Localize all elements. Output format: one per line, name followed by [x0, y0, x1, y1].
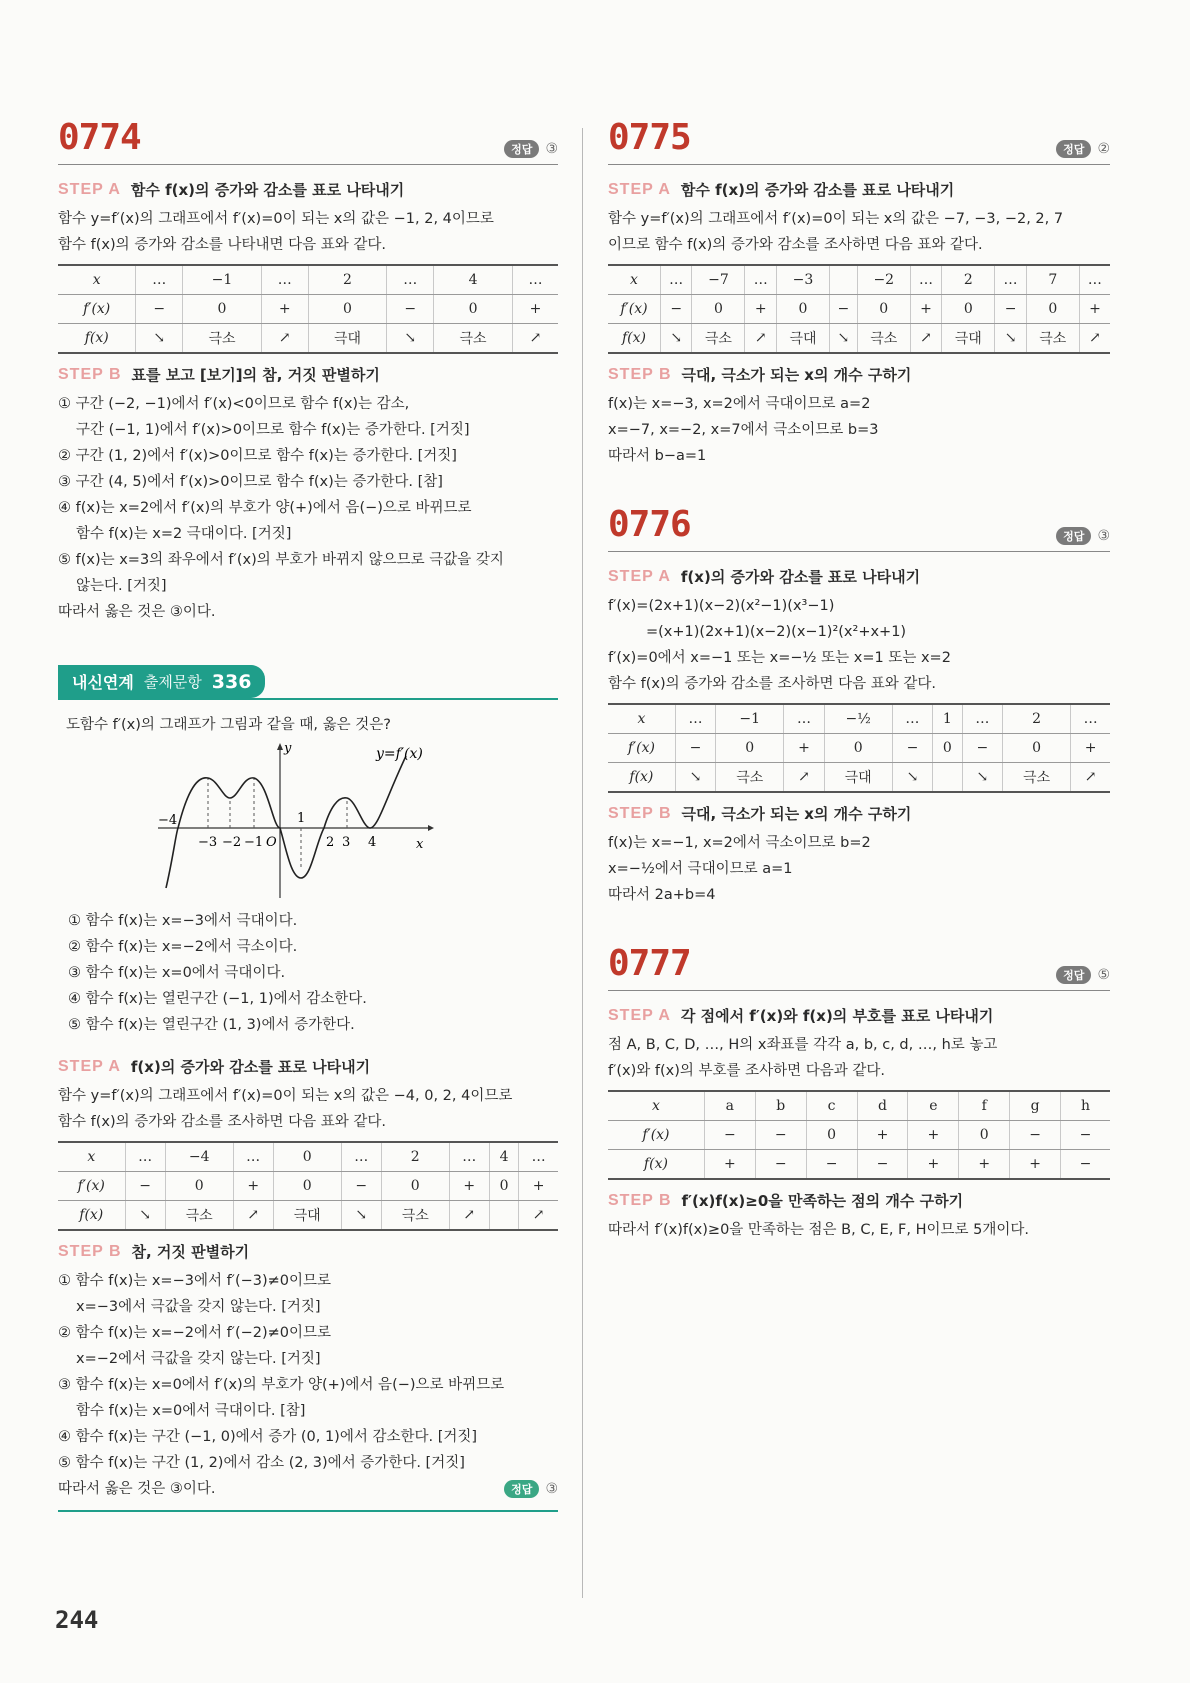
- table-cell: ↘: [892, 763, 932, 793]
- table-cell: 극소: [1003, 763, 1071, 793]
- answer-label: 정답: [1056, 966, 1091, 984]
- x-label: x: [416, 837, 424, 852]
- table-cell: ↘: [387, 324, 434, 354]
- table-cell: …: [519, 1142, 558, 1172]
- table-cell: d: [857, 1091, 908, 1121]
- problem-0777: [608, 944, 1110, 1243]
- table-cell: …: [962, 704, 1002, 734]
- answer-value: ③: [1097, 528, 1110, 544]
- table-cell: +: [233, 1172, 273, 1201]
- row-header-cell: f′(x): [58, 295, 136, 324]
- answer-label: 정답: [504, 1480, 539, 1498]
- table-cell: −: [136, 295, 183, 324]
- list-item: x=−3에서 극값을 갖지 않는다. [거짓]: [76, 1299, 321, 1315]
- table-row: [608, 1150, 1110, 1180]
- table-row: [58, 1201, 558, 1231]
- table-cell: ↘: [660, 324, 691, 354]
- table-cell: g: [1010, 1091, 1061, 1121]
- table-cell: 0: [434, 295, 513, 324]
- table-cell: …: [995, 265, 1026, 295]
- row-header-cell: f(x): [608, 763, 675, 793]
- table-cell: 극소: [716, 763, 784, 793]
- table-cell: 0: [959, 1121, 1010, 1150]
- table-row: [58, 295, 558, 324]
- table-cell: −: [1061, 1150, 1110, 1180]
- tick-4: 4: [368, 835, 377, 850]
- table-cell: …: [892, 704, 932, 734]
- row-header-cell: x: [608, 704, 675, 734]
- table-cell: 극소: [1026, 324, 1079, 354]
- text-line: f(x)는 x=−1, x=2에서 극소이므로 b=2: [608, 835, 871, 851]
- sign-table: [608, 1090, 1110, 1180]
- table-cell: ↘: [341, 1201, 381, 1231]
- step-tag: STEP A: [58, 180, 121, 198]
- table-cell: [489, 1201, 518, 1231]
- table-cell: 0: [824, 734, 892, 763]
- tick-1: 1: [297, 811, 306, 826]
- list-item: ④ 함수 f(x)는 구간 (−1, 0)에서 증가 (0, 1)에서 감소한다. [거짓]: [58, 1429, 478, 1445]
- table-cell: +: [261, 295, 308, 324]
- table-cell: ↘: [962, 763, 1002, 793]
- item-list: [58, 391, 558, 625]
- table-cell: 0: [857, 295, 910, 324]
- step-tag: STEP B: [58, 365, 122, 383]
- list-item: 함수 f(x)는 x=2 극대이다. [거짓]: [76, 526, 292, 542]
- table-cell: ↗: [784, 763, 824, 793]
- step-tag: STEP A: [58, 1057, 121, 1075]
- table-cell: 0: [489, 1172, 518, 1201]
- row-header-cell: f′(x): [608, 295, 660, 324]
- step-title: f′(x)f(x)≥0을 만족하는 점의 개수 구하기: [681, 1192, 964, 1210]
- table-cell: …: [387, 265, 434, 295]
- row-header-cell: f(x): [608, 1150, 704, 1180]
- table-cell: …: [784, 704, 824, 734]
- table-cell: 극대: [776, 324, 829, 354]
- text-line: 따라서 2a+b=4: [608, 887, 716, 903]
- table-cell: −4: [165, 1142, 233, 1172]
- banner-number: 336: [211, 670, 252, 693]
- table-cell: 극대: [308, 324, 387, 354]
- text-line: f′(x)=(2x+1)(x−2)(x²−1)(x³−1): [608, 598, 835, 614]
- text-line: 따라서 f′(x)f(x)≥0을 만족하는 점은 B, C, E, F, H이므로 5개이다.: [608, 1222, 1030, 1238]
- tick-neg1: −1: [244, 835, 264, 850]
- derivative-curve: [166, 756, 406, 888]
- table-cell: −: [1061, 1121, 1110, 1150]
- list-item: x=−2에서 극값을 갖지 않는다. [거짓]: [76, 1351, 321, 1367]
- table-cell: …: [745, 265, 776, 295]
- sign-table: [58, 264, 558, 354]
- conclusion-row: [58, 1476, 558, 1502]
- table-row: [608, 1121, 1110, 1150]
- table-cell: −2: [857, 265, 910, 295]
- table-cell: …: [261, 265, 308, 295]
- table-cell: c: [806, 1091, 857, 1121]
- table-cell: −: [387, 295, 434, 324]
- step-tag: STEP B: [608, 365, 672, 383]
- choice: ② 함수 f(x)는 x=−2에서 극소이다.: [68, 939, 298, 955]
- section-end-rule: [58, 1510, 558, 1512]
- table-row: [58, 1172, 558, 1201]
- row-header-cell: f(x): [608, 324, 660, 354]
- text-line: f′(x)=0에서 x=−1 또는 x=−½ 또는 x=1 또는 x=2: [608, 650, 951, 666]
- row-header-cell: f′(x): [608, 734, 675, 763]
- table-cell: 0: [1003, 734, 1071, 763]
- text-line: 함수 f(x)의 증가와 감소를 조사하면 다음 표와 같다.: [58, 1114, 387, 1130]
- text-line: 함수 f(x)의 증가와 감소를 조사하면 다음 표와 같다.: [608, 676, 937, 692]
- table-cell: +: [519, 1172, 558, 1201]
- table-cell: 2: [381, 1142, 449, 1172]
- row-header-cell: f′(x): [58, 1172, 125, 1201]
- table-cell: f: [959, 1091, 1010, 1121]
- table-cell: +: [1010, 1150, 1061, 1180]
- table-cell: −: [675, 734, 715, 763]
- table-cell: ↗: [449, 1201, 489, 1231]
- table-cell: +: [1079, 295, 1110, 324]
- row-header-cell: x: [58, 265, 136, 295]
- table-cell: 0: [933, 734, 963, 763]
- table-row: [608, 1091, 1110, 1121]
- table-cell: ↗: [910, 324, 941, 354]
- table-cell: [830, 265, 858, 295]
- text-line: f′(x)와 f(x)의 부호를 조사하면 다음과 같다.: [608, 1063, 886, 1079]
- step-b-heading: [608, 1190, 1110, 1211]
- step-title: 극대, 극소가 되는 x의 개수 구하기: [681, 366, 912, 384]
- table-cell: +: [908, 1121, 959, 1150]
- choice: ③ 함수 f(x)는 x=0에서 극대이다.: [68, 965, 286, 981]
- text-line: 함수 y=f′(x)의 그래프에서 f′(x)=0이 되는 x의 값은 −7, −3, −2, 2, 7: [608, 211, 1064, 227]
- table-cell: −1: [716, 704, 784, 734]
- column-divider: [582, 128, 583, 1598]
- answer-value: ③: [545, 141, 558, 157]
- step-tag: STEP B: [608, 804, 672, 822]
- choice: ④ 함수 f(x)는 열린구간 (−1, 1)에서 감소한다.: [68, 991, 367, 1007]
- table-cell: …: [660, 265, 691, 295]
- table-cell: …: [512, 265, 558, 295]
- sign-table: [58, 1141, 558, 1231]
- table-cell: −: [995, 295, 1026, 324]
- answer-badge: [504, 140, 558, 158]
- table-row: [58, 265, 558, 295]
- list-item: 구간 (−1, 1)에서 f′(x)>0이므로 함수 f(x)는 증가한다. [거짓]: [76, 422, 470, 438]
- table-cell: 0: [1026, 295, 1079, 324]
- table-cell: 극소: [857, 324, 910, 354]
- table-cell: ↘: [675, 763, 715, 793]
- table-cell: …: [136, 265, 183, 295]
- table-cell: −: [892, 734, 932, 763]
- row-header-cell: f′(x): [608, 1121, 704, 1150]
- answer-badge: [504, 1480, 558, 1498]
- table-cell: 극소: [183, 324, 262, 354]
- list-item: ② 구간 (1, 2)에서 f′(x)>0이므로 함수 f(x)는 증가한다. [거짓]: [58, 448, 457, 464]
- table-cell: −: [857, 1150, 908, 1180]
- table-cell: 극대: [273, 1201, 341, 1231]
- text-line: 함수 y=f′(x)의 그래프에서 f′(x)=0이 되는 x의 값은 −1, 2, 4이므로: [58, 211, 494, 227]
- problem-header: [608, 505, 1110, 552]
- question-text: 도함수 f′(x)의 그래프가 그림과 같을 때, 옳은 것은?: [66, 717, 391, 733]
- list-item: ③ 구간 (4, 5)에서 f′(x)>0이므로 함수 f(x)는 증가한다. [참]: [58, 474, 443, 490]
- table-cell: 4: [434, 265, 513, 295]
- y-label: y: [284, 741, 292, 756]
- text-line: 함수 y=f′(x)의 그래프에서 f′(x)=0이 되는 x의 값은 −4, 0, 2, 4이므로: [58, 1088, 513, 1104]
- answer-value: ⑤: [1097, 967, 1110, 983]
- table-row: [608, 324, 1110, 354]
- item-list: [58, 1268, 558, 1476]
- table-cell: 0: [273, 1142, 341, 1172]
- answer-badge: [1056, 966, 1110, 984]
- step-tag: STEP B: [58, 1242, 122, 1260]
- table-cell: 0: [308, 295, 387, 324]
- table-cell: +: [908, 1150, 959, 1180]
- problem-336: [58, 712, 558, 1512]
- row-header-cell: f(x): [58, 1201, 125, 1231]
- table-cell: −: [830, 295, 858, 324]
- list-item: ② 함수 f(x)는 x=−2에서 f′(−2)≠0이므로: [58, 1325, 332, 1341]
- table-cell: +: [910, 295, 941, 324]
- table-row: [608, 265, 1110, 295]
- table-cell: −: [962, 734, 1002, 763]
- text-line: =(x+1)(2x+1)(x−2)(x−1)²(x²+x+1): [646, 624, 907, 640]
- table-cell: 극소: [692, 324, 745, 354]
- step-tag: STEP A: [608, 180, 671, 198]
- table-cell: …: [125, 1142, 165, 1172]
- table-cell: 0: [165, 1172, 233, 1201]
- step-a-heading: [608, 566, 1110, 587]
- table-cell: −: [704, 1121, 755, 1150]
- tick-2: 2: [326, 835, 335, 850]
- list-item: 않는다. [거짓]: [76, 578, 167, 594]
- table-cell: −7: [692, 265, 745, 295]
- problem-number: 0775: [608, 117, 691, 158]
- table-cell: 0: [716, 734, 784, 763]
- problem-number: 0777: [608, 943, 691, 984]
- step-b-heading: [608, 803, 1110, 824]
- tick-neg2: −2: [222, 835, 242, 850]
- table-row: [608, 763, 1110, 793]
- table-cell: …: [675, 704, 715, 734]
- table-cell: −½: [824, 704, 892, 734]
- step-title: f(x)의 증가와 감소를 표로 나타내기: [130, 1058, 371, 1076]
- problem-0774: [58, 118, 558, 625]
- tick-3: 3: [342, 835, 351, 850]
- conclusion: 따라서 옳은 것은 ③이다.: [58, 1481, 216, 1497]
- related-problem-banner: [58, 665, 558, 700]
- list-item: ④ f(x)는 x=2에서 f′(x)의 부호가 양(+)에서 음(−)으로 바뀌므로: [58, 500, 472, 516]
- table-cell: +: [857, 1121, 908, 1150]
- step-title: 극대, 극소가 되는 x의 개수 구하기: [681, 805, 912, 823]
- origin-label: O: [266, 835, 277, 850]
- table-cell: −: [1010, 1121, 1061, 1150]
- banner-label: 내신연계: [72, 673, 134, 692]
- table-cell: h: [1061, 1091, 1110, 1121]
- step-title: 각 점에서 f′(x)와 f(x)의 부호를 표로 나타내기: [680, 1007, 994, 1025]
- answer-badge: [1056, 527, 1110, 545]
- table-row: [58, 324, 558, 354]
- table-cell: −3: [776, 265, 829, 295]
- table-cell: 7: [1026, 265, 1079, 295]
- table-cell: b: [755, 1091, 806, 1121]
- banner-sublabel: 출제문항: [143, 673, 202, 691]
- table-cell: 극소: [434, 324, 513, 354]
- table-cell: a: [704, 1091, 755, 1121]
- choice: ① 함수 f(x)는 x=−3에서 극대이다.: [68, 913, 298, 929]
- step-title: 참, 거짓 판별하기: [131, 1243, 250, 1261]
- row-header-cell: x: [608, 265, 660, 295]
- table-cell: 1: [933, 704, 963, 734]
- choice-list: [58, 908, 558, 1038]
- table-cell: 0: [183, 295, 262, 324]
- step-a-heading: [608, 179, 1110, 200]
- table-cell: …: [449, 1142, 489, 1172]
- tick-neg4: −4: [158, 813, 178, 828]
- list-item: ③ 함수 f(x)는 x=0에서 f′(x)의 부호가 양(+)에서 음(−)으로 바뀌므로: [58, 1377, 505, 1393]
- table-cell: +: [1071, 734, 1110, 763]
- table-cell: ↗: [1071, 763, 1110, 793]
- table-cell: …: [233, 1142, 273, 1172]
- left-column: [58, 118, 558, 1512]
- table-cell: −: [125, 1172, 165, 1201]
- table-cell: 0: [806, 1121, 857, 1150]
- row-header-cell: f(x): [58, 324, 136, 354]
- table-cell: …: [1071, 704, 1110, 734]
- x-axis-arrow: [428, 825, 434, 831]
- tick-neg3: −3: [198, 835, 218, 850]
- answer-badge: [1056, 140, 1110, 158]
- table-cell: ↘: [995, 324, 1026, 354]
- table-cell: −: [806, 1150, 857, 1180]
- table-cell: ↗: [261, 324, 308, 354]
- table-cell: 극소: [381, 1201, 449, 1231]
- step-tag: STEP A: [608, 567, 671, 585]
- table-cell: ↘: [830, 324, 858, 354]
- table-cell: +: [784, 734, 824, 763]
- answer-value: ③: [545, 1481, 558, 1497]
- step-tag: STEP A: [608, 1006, 671, 1024]
- table-cell: ↘: [136, 324, 183, 354]
- list-item: ① 구간 (−2, −1)에서 f′(x)<0이므로 함수 f(x)는 감소,: [58, 396, 410, 412]
- table-cell: +: [512, 295, 558, 324]
- table-cell: 극대: [942, 324, 995, 354]
- step-title: 함수 f(x)의 증가와 감소를 표로 나타내기: [680, 181, 955, 199]
- page-number: 244: [55, 1606, 99, 1634]
- row-header-cell: x: [608, 1091, 704, 1121]
- table-cell: ↗: [512, 324, 558, 354]
- table-cell: −: [660, 295, 691, 324]
- step-title: f(x)의 증가와 감소를 표로 나타내기: [680, 568, 921, 586]
- table-cell: +: [959, 1150, 1010, 1180]
- problem-number: 0776: [608, 504, 691, 545]
- table-cell: −: [341, 1172, 381, 1201]
- table-cell: e: [908, 1091, 959, 1121]
- text-line: 이므로 함수 f(x)의 증가와 감소를 조사하면 다음 표와 같다.: [608, 237, 983, 253]
- curve-label: y=f′(x): [376, 746, 423, 762]
- text-line: 점 A, B, C, D, …, H의 x좌표를 각각 a, b, c, d, …, h로 놓고: [608, 1037, 998, 1053]
- right-column: [608, 118, 1110, 1253]
- step-a-heading: [608, 1005, 1110, 1026]
- list-item: ⑤ f(x)는 x=3의 좌우에서 f′(x)의 부호가 바뀌지 않으므로 극값을 갖지: [58, 552, 504, 568]
- text-line: x=−½에서 극대이므로 a=1: [608, 861, 793, 877]
- answer-label: 정답: [1056, 140, 1091, 158]
- answer-label: 정답: [504, 140, 539, 158]
- table-cell: 극소: [165, 1201, 233, 1231]
- step-title: 함수 f(x)의 증가와 감소를 표로 나타내기: [130, 181, 405, 199]
- problem-header: [58, 118, 558, 165]
- table-cell: 0: [692, 295, 745, 324]
- step-b-heading: [608, 364, 1110, 385]
- table-cell: ↗: [233, 1201, 273, 1231]
- table-cell: 0: [381, 1172, 449, 1201]
- step-b-heading: [58, 364, 558, 385]
- table-row: [608, 704, 1110, 734]
- table-cell: 2: [942, 265, 995, 295]
- step-title: 표를 보고 [보기]의 참, 거짓 판별하기: [131, 366, 380, 384]
- table-cell: +: [704, 1150, 755, 1180]
- table-cell: +: [449, 1172, 489, 1201]
- list-item: ⑤ 함수 f(x)는 구간 (1, 2)에서 감소 (2, 3)에서 증가한다. [거짓]: [58, 1455, 465, 1471]
- problem-header: [608, 944, 1110, 991]
- list-item: ① 함수 f(x)는 x=−3에서 f′(−3)≠0이므로: [58, 1273, 332, 1289]
- table-row: [608, 734, 1110, 763]
- table-cell: 4: [489, 1142, 518, 1172]
- table-row: [58, 1142, 558, 1172]
- step-a-heading: [58, 179, 558, 200]
- row-header-cell: x: [58, 1142, 125, 1172]
- text-line: 함수 f(x)의 증가와 감소를 나타내면 다음 표와 같다.: [58, 237, 387, 253]
- table-cell: −: [755, 1121, 806, 1150]
- answer-label: 정답: [1056, 527, 1091, 545]
- table-cell: ↗: [745, 324, 776, 354]
- table-cell: ↗: [1079, 324, 1110, 354]
- table-cell: 0: [942, 295, 995, 324]
- derivative-graph: [58, 738, 558, 908]
- problem-0775: [608, 118, 1110, 469]
- table-cell: ↘: [125, 1201, 165, 1231]
- text-line: 따라서 b−a=1: [608, 448, 707, 464]
- answer-value: ②: [1097, 141, 1110, 157]
- list-item: 함수 f(x)는 x=0에서 극대이다. [참]: [76, 1403, 306, 1419]
- sign-table: [608, 703, 1110, 793]
- table-cell: ↗: [519, 1201, 558, 1231]
- step-tag: STEP B: [608, 1191, 672, 1209]
- table-cell: 2: [1003, 704, 1071, 734]
- table-cell: 극대: [824, 763, 892, 793]
- sign-table: [608, 264, 1110, 354]
- step-a-heading: [58, 1056, 558, 1077]
- table-cell: …: [341, 1142, 381, 1172]
- y-axis-arrow: [277, 743, 283, 750]
- problem-0776: [608, 505, 1110, 908]
- table-row: [608, 295, 1110, 324]
- step-b-heading: [58, 1241, 558, 1262]
- table-cell: +: [745, 295, 776, 324]
- text-line: f(x)는 x=−3, x=2에서 극대이므로 a=2: [608, 396, 871, 412]
- table-cell: …: [1079, 265, 1110, 295]
- problem-header: [608, 118, 1110, 165]
- table-cell: 2: [308, 265, 387, 295]
- text-line: x=−7, x=−2, x=7에서 극소이므로 b=3: [608, 422, 879, 438]
- table-cell: …: [910, 265, 941, 295]
- table-cell: 0: [776, 295, 829, 324]
- table-cell: [933, 763, 963, 793]
- table-cell: 0: [273, 1172, 341, 1201]
- table-cell: −: [755, 1150, 806, 1180]
- table-cell: −1: [183, 265, 262, 295]
- problem-number: 0774: [58, 117, 141, 158]
- choice: ⑤ 함수 f(x)는 열린구간 (1, 3)에서 증가한다.: [68, 1017, 355, 1033]
- list-item: 따라서 옳은 것은 ③이다.: [58, 604, 216, 620]
